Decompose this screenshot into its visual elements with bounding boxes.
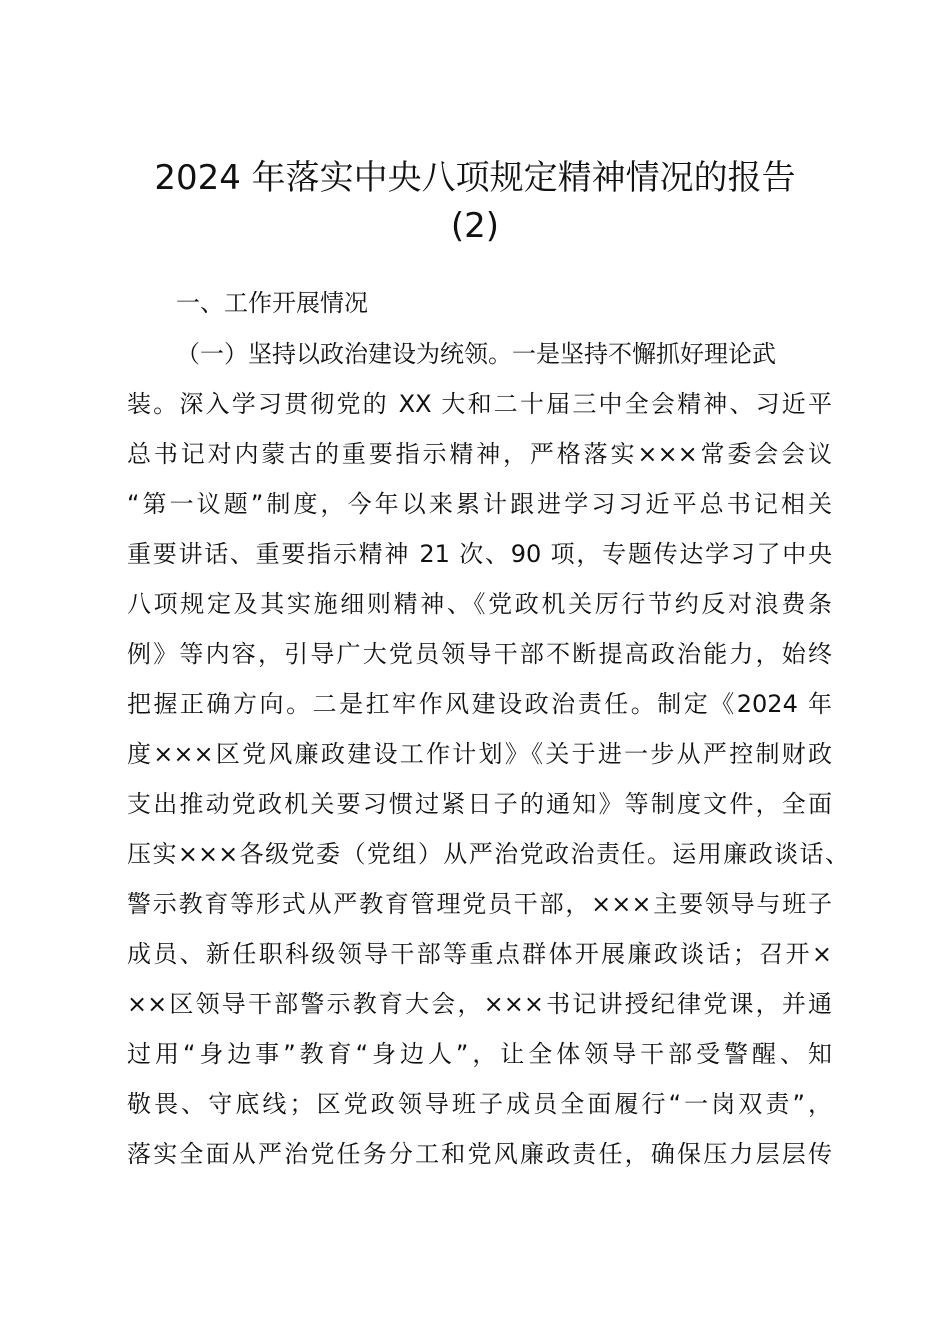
- paragraph-line: 例》等内容，引导广大党员领导干部不断提高政治能力，始终: [127, 640, 832, 668]
- paragraph-line: 过用“身边事”教育“身边人”，让全体领导干部受警醒、知: [127, 1040, 832, 1068]
- paragraph-line: 把握正确方向。二是扛牢作风建设政治责任。制定《2024 年: [127, 690, 832, 718]
- document-title-continued: (2): [450, 206, 500, 246]
- document-title: 2024 年落实中央八项规定精神情况的报告: [154, 158, 796, 198]
- paragraph-line: 支出推动党政机关要习惯过紧日子的通知》等制度文件，全面: [127, 790, 832, 818]
- paragraph-line: 敬畏、守底线；区党政领导班子成员全面履行“一岗双责”，: [127, 1090, 832, 1118]
- paragraph-line: ××区领导干部警示教育大会，×××书记讲授纪律党课，并通: [127, 990, 832, 1018]
- paragraph-line: 度×××区党风廉政建设工作计划》《关于进一步从严控制财政: [127, 740, 832, 768]
- paragraph-line: “第一议题”制度，今年以来累计跟进学习习近平总书记相关: [127, 490, 832, 518]
- paragraph-line: 总书记对内蒙古的重要指示精神，严格落实×××常委会会议: [127, 440, 832, 468]
- paragraph-line: 压实×××各级党委（党组）从严治党政治责任。运用廉政谈话、: [127, 840, 849, 868]
- section-heading: 一、工作开展情况: [176, 289, 368, 317]
- paragraph-line: （一）坚持以政治建设为统领。一是坚持不懈抓好理论武: [176, 340, 776, 368]
- paragraph-line: 装。深入学习贯彻党的 XX 大和二十届三中全会精神、习近平: [127, 390, 832, 418]
- paragraph-line: 成员、新任职科级领导干部等重点群体开展廉政谈话；召开×: [127, 940, 832, 968]
- paragraph-line: 八项规定及其实施细则精神、《党政机关厉行节约反对浪费条: [127, 590, 832, 618]
- paragraph-line: 警示教育等形式从严教育管理党员干部，×××主要领导与班子: [127, 890, 832, 918]
- paragraph-line: 落实全面从严治党任务分工和党风廉政责任，确保压力层层传: [127, 1140, 832, 1168]
- paragraph-line: 重要讲话、重要指示精神 21 次、90 项，专题传达学习了中央: [127, 540, 832, 568]
